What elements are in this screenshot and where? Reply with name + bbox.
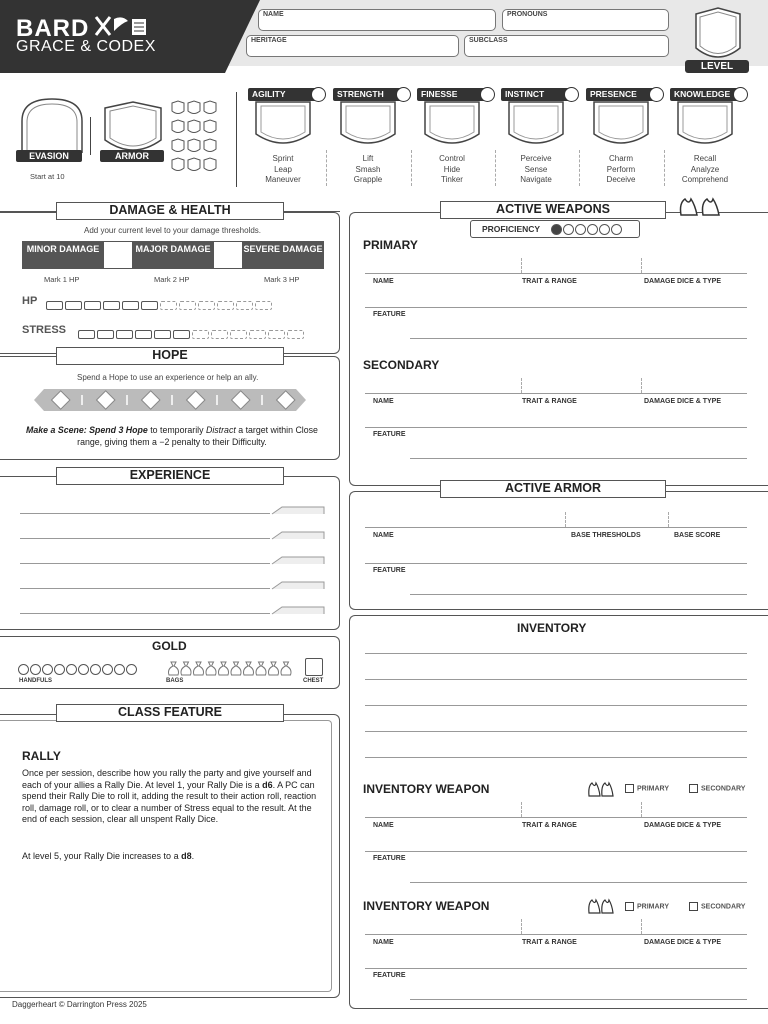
trait-skill: Grapple xyxy=(353,175,383,184)
bag-slot[interactable] xyxy=(219,662,229,675)
bag-slot[interactable] xyxy=(169,662,179,675)
name-label: NAME xyxy=(263,11,284,18)
rally-paragraph-2 xyxy=(22,851,318,863)
stress-slot[interactable] xyxy=(173,330,190,339)
primary-weapon-divider xyxy=(521,258,522,273)
rally-paragraph-1 xyxy=(22,768,318,826)
evasion-note: Start at 10 xyxy=(30,172,65,181)
secondary-title: SECONDARY xyxy=(363,358,440,372)
bag-slot[interactable] xyxy=(281,662,291,675)
trait-skills xyxy=(586,154,656,186)
secondary-weapon-name-label: NAME xyxy=(373,398,394,405)
trait-modifier-circle[interactable] xyxy=(480,87,495,102)
trait-skills xyxy=(670,154,740,186)
trait-skill: Comprehend xyxy=(681,175,729,184)
damage-subtitle: Add your current level to your damage thresholds. xyxy=(84,226,261,235)
hp-slot[interactable] xyxy=(179,301,196,310)
experience-line[interactable] xyxy=(20,613,270,614)
minor-damage-threshold[interactable]: MINOR DAMAGE xyxy=(22,241,104,269)
armor-name-line[interactable] xyxy=(365,527,747,528)
stress-slot[interactable] xyxy=(116,330,133,339)
primary-weapon-divider xyxy=(641,258,642,273)
trait-skill: Lift xyxy=(362,154,374,163)
primary-weapon-trait-label: TRAIT & RANGE xyxy=(522,278,577,285)
trait-skills xyxy=(417,154,487,186)
experience-line[interactable] xyxy=(20,513,270,514)
subclass-title: GRACE & CODEX xyxy=(16,38,156,55)
handful-slot[interactable] xyxy=(90,664,101,675)
primary-weapon-feature-line[interactable] xyxy=(365,307,747,308)
experience-line[interactable] xyxy=(20,588,270,589)
trait-skill: Recall xyxy=(693,154,717,163)
evasion-shield-icon[interactable] xyxy=(20,97,84,155)
trait-tag: FINESSE xyxy=(417,88,487,101)
experience-modifier-field[interactable] xyxy=(270,555,326,565)
hp-slot[interactable] xyxy=(65,301,82,310)
class-feature-title: CLASS FEATURE xyxy=(56,704,284,722)
hp-label: HP xyxy=(22,295,38,307)
defense-divider xyxy=(90,117,91,155)
level-shield-icon[interactable] xyxy=(690,6,746,66)
primary-title: PRIMARY xyxy=(363,238,418,252)
trait-skill: Hide xyxy=(443,164,461,174)
hp-slot[interactable] xyxy=(84,301,101,310)
armor-feature-line-2[interactable] xyxy=(410,594,747,595)
trait-tag: INSTINCT xyxy=(501,88,571,101)
trait-skill: Sense xyxy=(524,164,548,174)
trait-skill: Perform xyxy=(606,164,636,174)
minor-major-field[interactable] xyxy=(104,241,132,269)
rally-p1c: . A PC can spend their Rally Die to roll it, adding the result to their action roll, reaction roll, damage roll, or to clear a number of Stress equal to the result. At the end of each session, clear all unspent Rally Dice. xyxy=(22,779,317,824)
hope-feature-post: a target within Close range, giving them a −2 penalty to their Difficulty. xyxy=(77,425,318,447)
rally-p1a: Once per session, describe how you rally the party and give yourself and each of your allies a Rally Die. At level 1, your Rally Die is a xyxy=(22,768,312,790)
inventory-line[interactable] xyxy=(365,679,747,680)
trait-skill: Deceive xyxy=(606,175,636,184)
major-damage-threshold[interactable]: MAJOR DAMAGE xyxy=(132,241,214,269)
experience-line[interactable] xyxy=(20,563,270,564)
bags-label: BAGS xyxy=(166,678,184,684)
subclass-label: SUBCLASS xyxy=(469,37,508,44)
inventory-weapon-1-primary-checkbox[interactable] xyxy=(625,784,634,793)
experience-modifier-field[interactable] xyxy=(270,530,326,540)
inventory-line[interactable] xyxy=(365,731,747,732)
inventory-weapon-2-primary-label: PRIMARY xyxy=(637,903,670,911)
hp-slot[interactable] xyxy=(236,301,253,310)
handful-slot[interactable] xyxy=(42,664,53,675)
trait-skill: Smash xyxy=(355,164,381,174)
level-label: LEVEL xyxy=(685,60,749,73)
proficiency-slot[interactable] xyxy=(611,224,622,235)
inventory-weapon-1-name-line[interactable] xyxy=(365,817,747,818)
inventory-weapon-1-divider xyxy=(641,802,642,817)
heritage-field[interactable] xyxy=(246,35,459,57)
primary-weapon-dice-label: DAMAGE DICE & TYPE xyxy=(644,278,722,285)
armor-slots[interactable] xyxy=(170,100,218,174)
bag-slot[interactable] xyxy=(231,662,241,675)
inventory-weapon-1-name-label: NAME xyxy=(373,822,394,829)
inventory-weapon-1-primary-label: PRIMARY xyxy=(637,785,670,793)
severe-damage-threshold[interactable]: SEVERE DAMAGE xyxy=(242,241,324,269)
class-emblem-icon xyxy=(92,13,152,41)
armor-score-label: BASE SCORE xyxy=(674,532,721,539)
name-field[interactable] xyxy=(258,9,496,31)
hp-slot[interactable] xyxy=(141,301,158,310)
trait-skills xyxy=(501,154,571,186)
subclass-field[interactable] xyxy=(464,35,669,57)
rally-title: RALLY xyxy=(22,749,61,763)
major-severe-field[interactable] xyxy=(214,241,242,269)
inventory-weapon-2-feature-label: FEATURE xyxy=(373,972,406,979)
primary-weapon-name-line[interactable] xyxy=(365,273,747,274)
armor-feature-label: FEATURE xyxy=(373,567,406,574)
inventory-weapon-2-hands-icon xyxy=(587,897,615,915)
proficiency-track[interactable] xyxy=(551,222,623,240)
proficiency-slot[interactable] xyxy=(563,224,574,235)
inventory-weapon-2-feature-line[interactable] xyxy=(365,968,747,969)
secondary-weapon-feature-line[interactable] xyxy=(365,427,747,428)
trait-skills xyxy=(333,154,403,186)
trait-tag: STRENGTH xyxy=(333,88,403,101)
bag-slot[interactable] xyxy=(206,662,216,675)
pronouns-label: PRONOUNS xyxy=(507,11,548,18)
trait-separator xyxy=(664,150,665,186)
bag-slot[interactable] xyxy=(194,662,204,675)
trait-separator xyxy=(326,150,327,186)
primary-weapon-feature-line-2[interactable] xyxy=(410,338,747,339)
handful-slot[interactable] xyxy=(18,664,29,675)
trait-tag: AGILITY xyxy=(248,88,318,101)
trait-skill: Sprint xyxy=(272,154,294,163)
pronouns-field[interactable] xyxy=(502,9,669,31)
trait-tag: PRESENCE xyxy=(586,88,656,101)
major-note: Mark 2 HP xyxy=(154,275,190,284)
handful-slot[interactable] xyxy=(54,664,65,675)
evasion-label: EVASION xyxy=(16,150,82,162)
two-hands-icon xyxy=(677,195,723,219)
inventory-weapon-1-feature-line-2[interactable] xyxy=(410,882,747,883)
inventory-title: INVENTORY xyxy=(517,621,587,635)
stress-slot[interactable] xyxy=(154,330,171,339)
inventory-weapon-2-title: INVENTORY WEAPON xyxy=(363,899,490,913)
chest-label: CHEST xyxy=(303,678,324,684)
hope-title: HOPE xyxy=(56,347,284,365)
severe-note: Mark 3 HP xyxy=(264,275,300,284)
hope-track[interactable] xyxy=(34,389,306,411)
stress-slot[interactable] xyxy=(192,330,209,339)
armor-panel xyxy=(349,491,768,610)
stress-slot[interactable] xyxy=(211,330,228,339)
handfuls-label: HANDFULS xyxy=(19,678,52,684)
rally-p2c: . xyxy=(191,851,195,861)
bags-track[interactable] xyxy=(166,659,296,676)
trait-modifier-circle[interactable] xyxy=(649,87,664,102)
hp-slot[interactable] xyxy=(255,301,272,310)
armor-label: ARMOR xyxy=(100,150,164,162)
inventory-weapon-2-divider xyxy=(521,919,522,934)
stress-slot[interactable] xyxy=(249,330,266,339)
inventory-weapon-1-divider xyxy=(521,802,522,817)
trait-separator xyxy=(411,150,412,186)
experience-line[interactable] xyxy=(20,538,270,539)
secondary-weapon-feature-line-2[interactable] xyxy=(410,458,747,459)
stress-track[interactable] xyxy=(78,326,306,344)
gold-title: GOLD xyxy=(152,639,187,653)
hp-slot[interactable] xyxy=(217,301,234,310)
inventory-weapon-2-secondary-checkbox[interactable] xyxy=(689,902,698,911)
hp-track[interactable] xyxy=(46,297,274,315)
hope-feature-italic: Distract xyxy=(205,425,236,435)
trait-skill: Navigate xyxy=(520,175,552,184)
experience-title: EXPERIENCE xyxy=(56,467,284,485)
chest-icon[interactable] xyxy=(305,658,323,676)
hp-slot[interactable] xyxy=(122,301,139,310)
inventory-weapon-2-name-line[interactable] xyxy=(365,934,747,935)
stress-slot[interactable] xyxy=(97,330,114,339)
copyright: Daggerheart © Darrington Press 2025 xyxy=(12,1000,147,1009)
inventory-weapon-1-secondary-label: SECONDARY xyxy=(701,785,746,793)
inventory-line[interactable] xyxy=(365,757,747,758)
stress-slot[interactable] xyxy=(287,330,304,339)
hp-slot[interactable] xyxy=(160,301,177,310)
proficiency-slot[interactable] xyxy=(551,224,562,235)
armor-name-label: NAME xyxy=(373,532,394,539)
minor-note: Mark 1 HP xyxy=(44,275,80,284)
armor-thresholds-label: BASE THRESHOLDS xyxy=(571,532,641,539)
armor-feature-line-1[interactable] xyxy=(365,563,747,564)
secondary-weapon-divider xyxy=(641,378,642,393)
hp-slot[interactable] xyxy=(46,301,63,310)
handful-slot[interactable] xyxy=(30,664,41,675)
proficiency-label: PROFICIENCY xyxy=(482,224,541,234)
trait-skill: Tinker xyxy=(441,175,463,184)
rally-p2a: At level 5, your Rally Die increases to a xyxy=(22,851,182,861)
armor-title: ACTIVE ARMOR xyxy=(440,480,666,498)
secondary-weapon-feature-label: FEATURE xyxy=(373,431,406,438)
hp-slot[interactable] xyxy=(198,301,215,310)
handful-slot[interactable] xyxy=(126,664,137,675)
trait-tag: KNOWLEDGE xyxy=(670,88,740,101)
stress-slot[interactable] xyxy=(268,330,285,339)
inventory-weapon-1-trait-label: TRAIT & RANGE xyxy=(522,822,577,829)
weapons-title: ACTIVE WEAPONS xyxy=(440,201,666,219)
primary-weapon-name-label: NAME xyxy=(373,278,394,285)
hope-feature xyxy=(22,425,322,448)
inventory-weapon-2-secondary-option[interactable] xyxy=(689,902,745,911)
bag-slot[interactable] xyxy=(244,662,254,675)
handful-slot[interactable] xyxy=(114,664,125,675)
proficiency-slot[interactable] xyxy=(587,224,598,235)
trait-shield-icon[interactable] xyxy=(422,100,482,152)
trait-skills xyxy=(248,154,318,186)
armor-divider-1 xyxy=(565,512,566,527)
trait-divider xyxy=(236,92,237,187)
trait-skill: Analyze xyxy=(690,164,720,174)
hope-subtitle: Spend a Hope to use an experience or help an ally. xyxy=(77,373,259,382)
trait-separator xyxy=(579,150,580,186)
experience-modifier-field[interactable] xyxy=(270,580,326,590)
trait-separator xyxy=(495,150,496,186)
secondary-weapon-divider xyxy=(521,378,522,393)
trait-skill: Maneuver xyxy=(265,175,301,184)
secondary-weapon-trait-label: TRAIT & RANGE xyxy=(522,398,577,405)
inventory-weapon-2-secondary-label: SECONDARY xyxy=(701,903,746,911)
inventory-weapon-2-dice-label: DAMAGE DICE & TYPE xyxy=(644,939,722,946)
inventory-line[interactable] xyxy=(365,653,747,654)
handful-slot[interactable] xyxy=(66,664,77,675)
inventory-weapon-1-dice-label: DAMAGE DICE & TYPE xyxy=(644,822,722,829)
secondary-weapon-dice-label: DAMAGE DICE & TYPE xyxy=(644,398,722,405)
trait-modifier-circle[interactable] xyxy=(564,87,579,102)
trait-skill: Leap xyxy=(274,164,292,174)
heritage-label: HERITAGE xyxy=(251,37,287,44)
trait-shield-icon[interactable] xyxy=(591,100,651,152)
proficiency-slot[interactable] xyxy=(575,224,586,235)
class-name: BARD xyxy=(16,15,90,42)
handful-slot[interactable] xyxy=(102,664,113,675)
stress-slot[interactable] xyxy=(230,330,247,339)
proficiency-slot[interactable] xyxy=(599,224,610,235)
hp-slot[interactable] xyxy=(103,301,120,310)
inventory-weapon-2-feature-line-2[interactable] xyxy=(410,999,747,1000)
inventory-weapon-1-title: INVENTORY WEAPON xyxy=(363,782,490,796)
trait-shield-icon[interactable] xyxy=(338,100,398,152)
inventory-weapon-1-feature-line[interactable] xyxy=(365,851,747,852)
inventory-weapon-2-name-label: NAME xyxy=(373,939,394,946)
inventory-weapon-1-feature-label: FEATURE xyxy=(373,855,406,862)
bag-slot[interactable] xyxy=(256,662,266,675)
secondary-weapon-name-line[interactable] xyxy=(365,393,747,394)
inventory-weapon-1-secondary-checkbox[interactable] xyxy=(689,784,698,793)
trait-skill: Control xyxy=(439,154,465,163)
trait-modifier-circle[interactable] xyxy=(733,87,748,102)
rally-p2b: d8 xyxy=(181,851,192,861)
bag-slot[interactable] xyxy=(269,662,279,675)
stress-slot[interactable] xyxy=(135,330,152,339)
inventory-weapon-1-primary-option[interactable] xyxy=(625,784,669,793)
experience-modifier-field[interactable] xyxy=(270,605,326,615)
inventory-weapon-1-secondary-option[interactable] xyxy=(689,784,745,793)
trait-shield-icon[interactable] xyxy=(253,100,313,152)
trait-skill: Charm xyxy=(608,154,633,163)
rally-p1b: d6 xyxy=(262,779,273,790)
stress-label: STRESS xyxy=(22,324,67,336)
trait-modifier-circle[interactable] xyxy=(396,87,411,102)
damage-title: DAMAGE & HEALTH xyxy=(56,202,284,220)
inventory-weapon-2-trait-label: TRAIT & RANGE xyxy=(522,939,577,946)
inventory-weapon-2-primary-option[interactable] xyxy=(625,902,669,911)
stress-slot[interactable] xyxy=(78,330,95,339)
handful-slot[interactable] xyxy=(78,664,89,675)
trait-shield-icon[interactable] xyxy=(675,100,735,152)
inventory-line[interactable] xyxy=(365,705,747,706)
inventory-panel xyxy=(349,615,768,1009)
trait-modifier-circle[interactable] xyxy=(311,87,326,102)
armor-divider-2 xyxy=(668,512,669,527)
trait-skill: Perceive xyxy=(520,154,552,163)
trait-shield-icon[interactable] xyxy=(506,100,566,152)
inventory-weapon-2-divider xyxy=(641,919,642,934)
hope-feature-bold: Make a Scene: Spend 3 Hope xyxy=(26,425,148,435)
primary-weapon-feature-label: FEATURE xyxy=(373,311,406,318)
experience-modifier-field[interactable] xyxy=(270,505,326,515)
inventory-weapon-1-hands-icon xyxy=(587,780,615,798)
weapons-panel xyxy=(349,212,768,486)
hope-feature-pre: to temporarily xyxy=(147,425,206,435)
bag-slot[interactable] xyxy=(181,662,191,675)
inventory-weapon-2-primary-checkbox[interactable] xyxy=(625,902,634,911)
